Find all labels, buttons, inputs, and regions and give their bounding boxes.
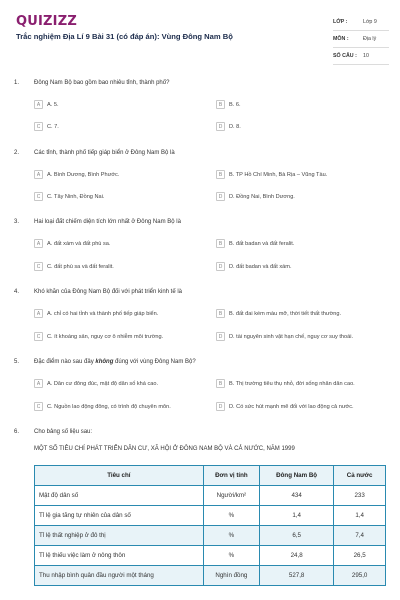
table-cell: 6,5 (260, 526, 334, 546)
question-text: Các tỉnh, thành phố tiếp giáp biển ở Đông Nam Bộ là (34, 150, 175, 156)
table-cell: Tỉ lệ thiếu việc làm ở nông thôn (35, 546, 204, 566)
table-header-cell: Đông Nam Bộ (260, 466, 334, 486)
option-text: A. 5. (47, 101, 59, 108)
worksheet-meta (333, 14, 389, 65)
option-text: C. đất phù sa và đất feralit. (47, 263, 114, 270)
table-cell: Tỉ lệ thất nghiệp ở đô thị (35, 526, 204, 546)
question-text: Hai loại đất chiếm diện tích lớn nhất ở Đông Nam Bộ là (34, 219, 181, 225)
option-d[interactable] (216, 261, 292, 272)
table-cell: 24,8 (260, 546, 334, 566)
table-cell: 434 (260, 486, 334, 506)
option-a[interactable] (34, 378, 158, 389)
table-header-cell: Tiêu chí (35, 466, 204, 486)
option-text: A. chỉ có hai tỉnh và thành phố tiếp giáp biển. (47, 310, 159, 317)
question-text (34, 359, 384, 365)
table-cell: % (203, 506, 259, 526)
option-letter-box: B (216, 239, 225, 248)
option-letter-box: D (216, 122, 225, 131)
option-letter-box: B (216, 379, 225, 388)
option-text: D. Có sức hút mạnh mẽ đối với lao động cả nước. (229, 403, 354, 410)
option-text: B. 6. (229, 101, 241, 108)
meta-row-subject (333, 31, 389, 48)
option-text: C. ít khoáng sản, nguy cơ ô nhiễm môi trường. (47, 333, 164, 340)
table-header-cell: Đơn vị tính (203, 466, 259, 486)
option-b[interactable] (216, 238, 294, 249)
option-letter-box: D (216, 262, 225, 271)
question-text-before: Đặc điểm nào sau đây (34, 359, 96, 365)
option-letter-box: B (216, 170, 225, 179)
option-text: D. Đồng Nai, Bình Dương. (229, 193, 295, 200)
question-number: 2. (14, 150, 20, 156)
option-text: A. Bình Dương, Bình Phước. (47, 171, 120, 178)
option-text: B. TP Hồ Chí Minh, Bà Rịa – Vũng Tàu. (229, 171, 328, 178)
option-letter-box: A (34, 379, 43, 388)
quizizz-logo: QUIZIZZ (16, 14, 77, 29)
option-c[interactable] (34, 331, 163, 342)
question-number: 5. (14, 359, 20, 365)
table-row (35, 506, 386, 526)
table-cell: Mật độ dân số (35, 486, 204, 506)
option-c[interactable] (34, 191, 104, 202)
option-text: A. đất xám và đất phù sa. (47, 240, 111, 247)
option-text: D. 8. (229, 123, 241, 130)
option-a[interactable] (34, 238, 110, 249)
option-d[interactable] (216, 121, 241, 132)
option-text: C. 7. (47, 123, 59, 130)
table-cell: 1,4 (334, 506, 386, 526)
meta-value: Lớp 9 (363, 19, 377, 25)
option-a[interactable] (34, 308, 158, 319)
option-d[interactable] (216, 331, 353, 342)
option-letter-box: C (34, 192, 43, 201)
option-text: D. tài nguyên sinh vật hạn chế, nguy cơ suy thoái. (229, 333, 354, 340)
meta-key: MÔN : (333, 36, 349, 42)
option-c[interactable] (34, 261, 114, 272)
question-text: Cho bảng số liệu sau: (34, 429, 93, 435)
table-cell: 527,8 (260, 566, 334, 586)
table-header-row (35, 466, 386, 486)
option-text: D. đất badan và đất xám. (229, 263, 292, 270)
option-c[interactable] (34, 121, 59, 132)
option-text: B. Thị trường tiêu thụ nhỏ, đời sống nhân dân cao. (229, 380, 355, 387)
option-letter-box: B (216, 100, 225, 109)
worksheet-title: Trắc nghiệm Địa Lí 9 Bài 31 (có đáp án): Vùng Đông Nam Bộ (16, 32, 233, 41)
option-c[interactable] (34, 401, 171, 412)
option-text: B. đất badan và đất feralit. (229, 240, 295, 247)
worksheet-header (0, 0, 400, 68)
table-header-cell: Cả nước (334, 466, 386, 486)
question-text: Đông Nam Bộ bao gồm bao nhiêu tỉnh, thành phố? (34, 80, 170, 86)
option-letter-box: C (34, 122, 43, 131)
table-cell: 7,4 (334, 526, 386, 546)
meta-key: LỚP : (333, 19, 348, 25)
option-text: A. Dân cư đông đúc, mật độ dân số khá cao. (47, 380, 159, 387)
option-letter-box: C (34, 332, 43, 341)
option-letter-box: B (216, 309, 225, 318)
table-cell: Tỉ lệ gia tăng tự nhiên của dân số (35, 506, 204, 526)
option-b[interactable] (216, 169, 327, 180)
option-a[interactable] (34, 99, 59, 110)
table-cell: Người/km² (203, 486, 259, 506)
question-text-after: đúng với vùng Đông Nam Bộ? (113, 359, 196, 365)
question-number: 3. (14, 219, 20, 225)
option-letter-box: A (34, 239, 43, 248)
option-b[interactable] (216, 378, 355, 389)
meta-row-question-count (333, 48, 389, 65)
question-number: 1. (14, 80, 20, 86)
table-cell: 1,4 (260, 506, 334, 526)
question-text: Khó khăn của Đông Nam Bộ đối với phát triển kinh tế là (34, 289, 183, 295)
option-letter-box: C (34, 402, 43, 411)
meta-value: Địa lý (363, 36, 377, 42)
question-emphasis: không (95, 359, 114, 365)
option-text: C. Nguồn lao động đông, có trình độ chuyên môn. (47, 403, 171, 410)
data-table (34, 465, 386, 586)
option-letter-box: D (216, 332, 225, 341)
table-row (35, 526, 386, 546)
table-cell: % (203, 526, 259, 546)
option-b[interactable] (216, 99, 241, 110)
table-cell: Thu nhập bình quân đầu người một tháng (35, 566, 204, 586)
option-text: B. đất đai kém màu mỡ, thời tiết thất thường. (229, 310, 342, 317)
table-cell: % (203, 546, 259, 566)
option-d[interactable] (216, 401, 354, 412)
option-d[interactable] (216, 191, 295, 202)
table-cell: 233 (334, 486, 386, 506)
meta-key: SỐ CÂU : (333, 53, 357, 59)
question-number: 6. (14, 429, 20, 435)
table-title: MỘT SỐ TIÊU CHÍ PHÁT TRIỂN DÂN CƯ, XÃ HỘI Ở ĐÔNG NAM BỘ VÀ CẢ NƯỚC, NĂM 1999 (34, 446, 295, 452)
option-letter-box: D (216, 402, 225, 411)
option-letter-box: A (34, 170, 43, 179)
option-letter-box: D (216, 192, 225, 201)
question-number: 4. (14, 289, 20, 295)
meta-value: 10 (363, 53, 369, 59)
meta-row-class (333, 14, 389, 31)
table-row (35, 546, 386, 566)
option-b[interactable] (216, 308, 341, 319)
option-text: C. Tây Ninh, Đồng Nai. (47, 193, 105, 200)
table-row (35, 566, 386, 586)
table-cell: 26,5 (334, 546, 386, 566)
table-row (35, 486, 386, 506)
option-letter-box: A (34, 309, 43, 318)
option-a[interactable] (34, 169, 119, 180)
option-letter-box: C (34, 262, 43, 271)
table-cell: Nghìn đồng (203, 566, 259, 586)
table-cell: 295,0 (334, 566, 386, 586)
option-letter-box: A (34, 100, 43, 109)
